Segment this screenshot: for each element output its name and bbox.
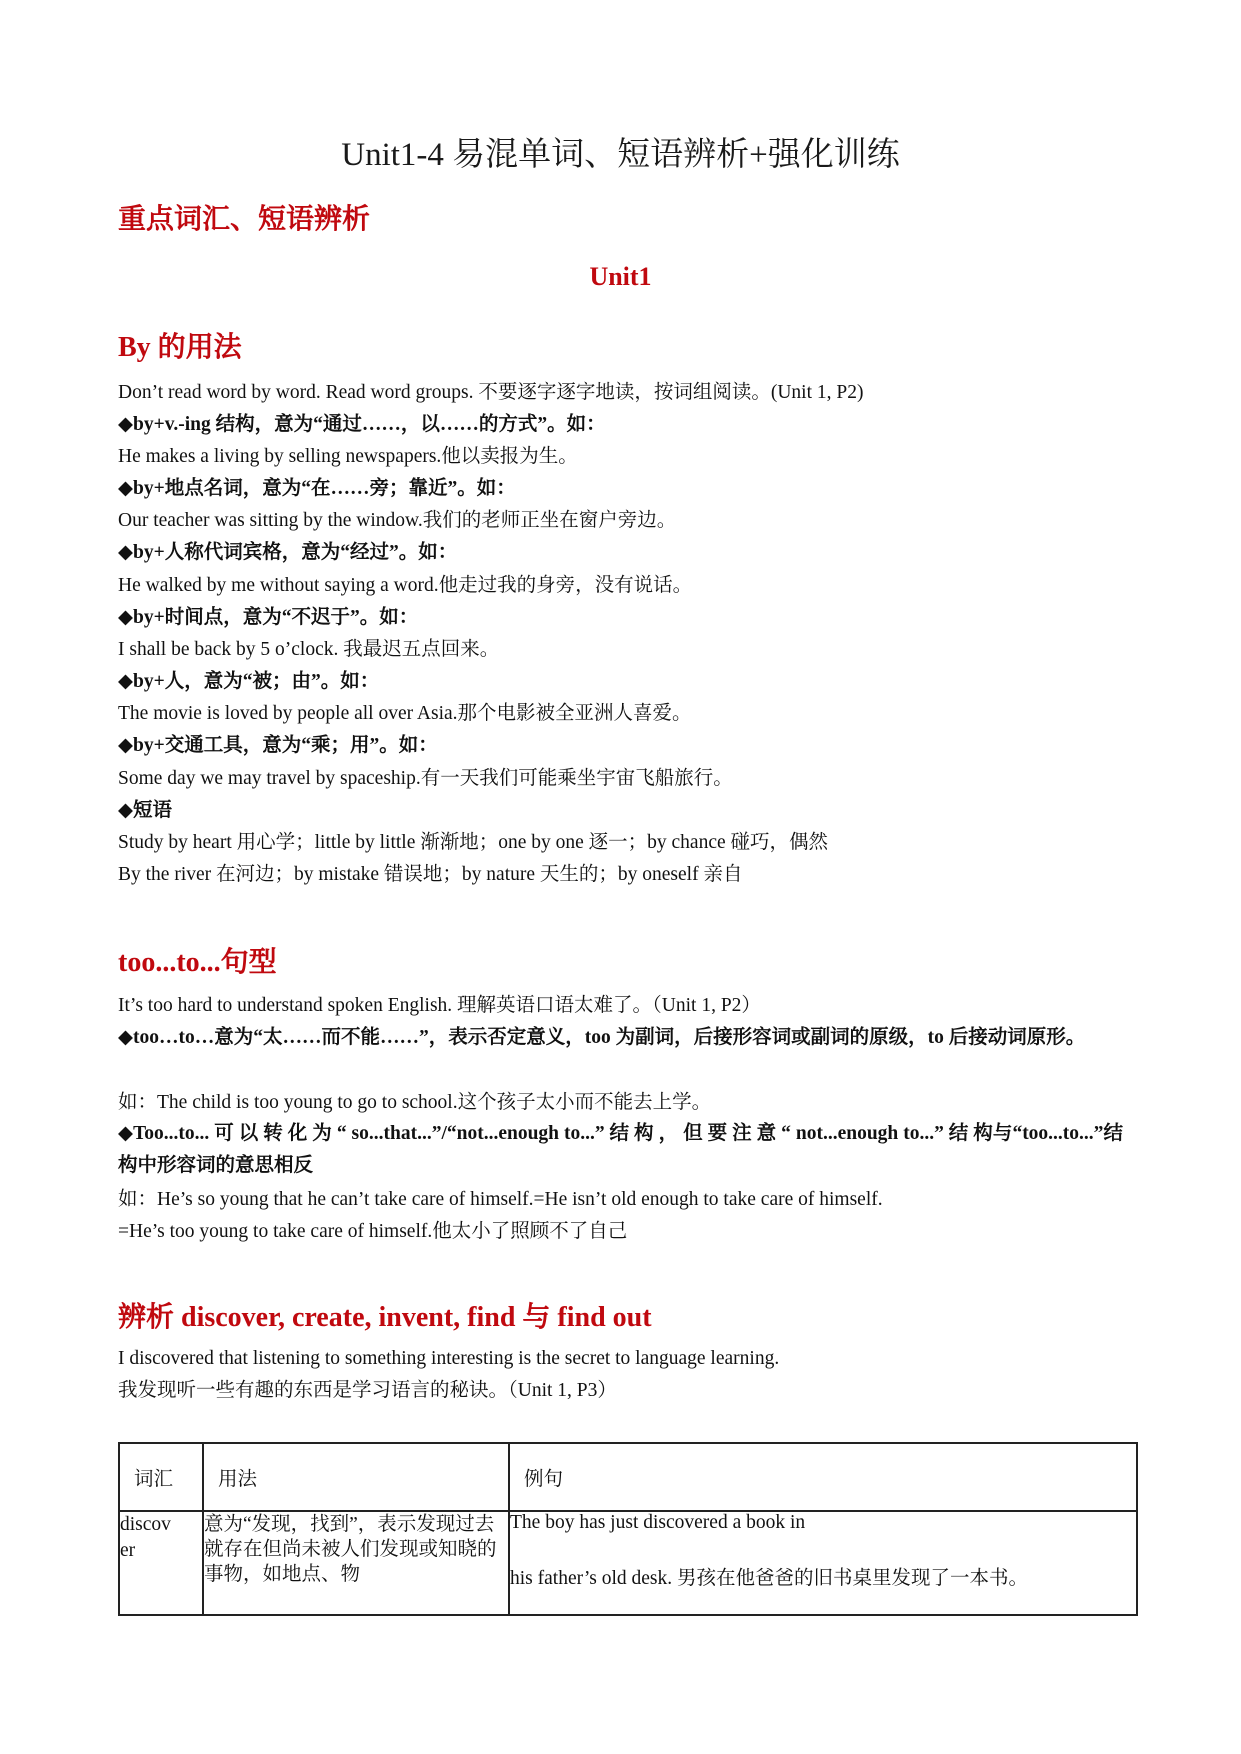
example-line-2: his father’s old desk. 男孩在他爸爸的旧书桌里发现了一本书。 <box>510 1568 1028 1589</box>
too-to-example-2: 如：He’s so young that he can’t take care of himself.=He isn’t old enough to take care of himself. <box>118 1189 883 1210</box>
table-header-cell <box>119 1443 203 1511</box>
by-rule-transport: ◆by+交通工具，意为“乘；用”。如： <box>118 735 438 756</box>
too-to-rule-1: ◆too…to…意为“太……而不能……”，表示否定意义，too 为副词，后接形容词或副词的原级，to 后接动词原形。 <box>118 1027 1086 1048</box>
by-phrases-label: ◆短语 <box>118 800 172 821</box>
by-rule-person: ◆by+人，意为“被；由”。如： <box>118 671 380 692</box>
too-to-rule-2: ◆Too...to... 可 以 转 化 为 “ so...that...”/“not...enough to...” 结 构 ， 但 要 注 意 “ not...enough to...” 结 构与“too...to...”结构中形容词的意思相反 <box>118 1123 1123 1176</box>
discover-line-2: 我发现听一些有趣的东西是学习语言的秘诀。（Unit 1, P3） <box>118 1380 617 1401</box>
section-heading: 重点词汇、短语辨析 <box>118 204 371 235</box>
vocab-table <box>118 1442 1138 1616</box>
table-header-row <box>119 1443 1137 1511</box>
usage-cell <box>203 1511 509 1615</box>
by-example-ving: He makes a living by selling newspapers.他以卖报为生。 <box>118 446 578 467</box>
word-cell <box>119 1511 203 1615</box>
header-example: 例句 <box>524 1469 564 1490</box>
by-example-place: Our teacher was sitting by the window.我们的老师正坐在窗户旁边。 <box>118 510 677 531</box>
word-text: discov er <box>120 1514 171 1561</box>
example-line-1: The boy has just discovered a book in <box>510 1512 806 1533</box>
header-usage: 用法 <box>218 1469 258 1490</box>
by-phrases-line-2: By the river 在河边；by mistake 错误地；by nature 天生的；by oneself 亲自 <box>118 864 743 885</box>
discover-heading: 辨析 discover, create, invent, find 与 find out <box>118 1302 652 1333</box>
document-title: Unit1-4 易混单词、短语辨析+强化训练 <box>341 137 900 173</box>
by-heading: By 的用法 <box>118 332 242 363</box>
too-to-line: It’s too hard to understand spoken English. 理解英语口语太难了。（Unit 1, P2） <box>118 995 761 1016</box>
table-header-cell <box>203 1443 509 1511</box>
too-to-example-3: =He’s too young to take care of himself.他太小了照顾不了自己 <box>118 1221 628 1242</box>
table-row <box>119 1511 1137 1615</box>
by-rule-place: ◆by+地点名词，意为“在……旁；靠近”。如： <box>118 478 516 499</box>
by-example-person: The movie is loved by people all over Asia.那个电影被全亚洲人喜爱。 <box>118 703 692 724</box>
usage-text: 意为“发现，找到”，表示发现过去就存在但尚未被人们发现或知晓的事物，如地点、物 <box>204 1514 497 1585</box>
unit-heading: Unit1 <box>589 262 652 291</box>
by-line-0: Don’t read word by word. Read word groups. 不要逐字逐字地读，按词组阅读。(Unit 1, P2) <box>118 382 864 403</box>
by-example-time: I shall be back by 5 o’clock. 我最迟五点回来。 <box>118 639 500 660</box>
by-example-transport: Some day we may travel by spaceship.有一天我们可能乘坐宇宙飞船旅行。 <box>118 768 733 789</box>
too-to-example-1: 如：The child is too young to go to school.这个孩子太小而不能去上学。 <box>118 1092 712 1113</box>
example-cell <box>509 1511 1137 1615</box>
by-phrases-line-1: Study by heart 用心学；little by little 渐渐地；one by one 逐一；by chance 碰巧，偶然 <box>118 832 829 853</box>
too-to-heading: too...to...句型 <box>118 947 277 978</box>
by-rule-time: ◆by+时间点，意为“不迟于”。如： <box>118 607 419 628</box>
table-header-cell <box>509 1443 1137 1511</box>
by-rule-ving: ◆by+v.-ing 结构，意为“通过……，以……的方式”。如： <box>118 414 606 435</box>
by-rule-pronoun: ◆by+人称代词宾格，意为“经过”。如： <box>118 542 458 563</box>
header-word: 词汇 <box>134 1469 174 1490</box>
by-example-pronoun: He walked by me without saying a word.他走过我的身旁，没有说话。 <box>118 575 693 596</box>
discover-line-1: I discovered that listening to something interesting is the secret to language learning. <box>118 1348 780 1369</box>
